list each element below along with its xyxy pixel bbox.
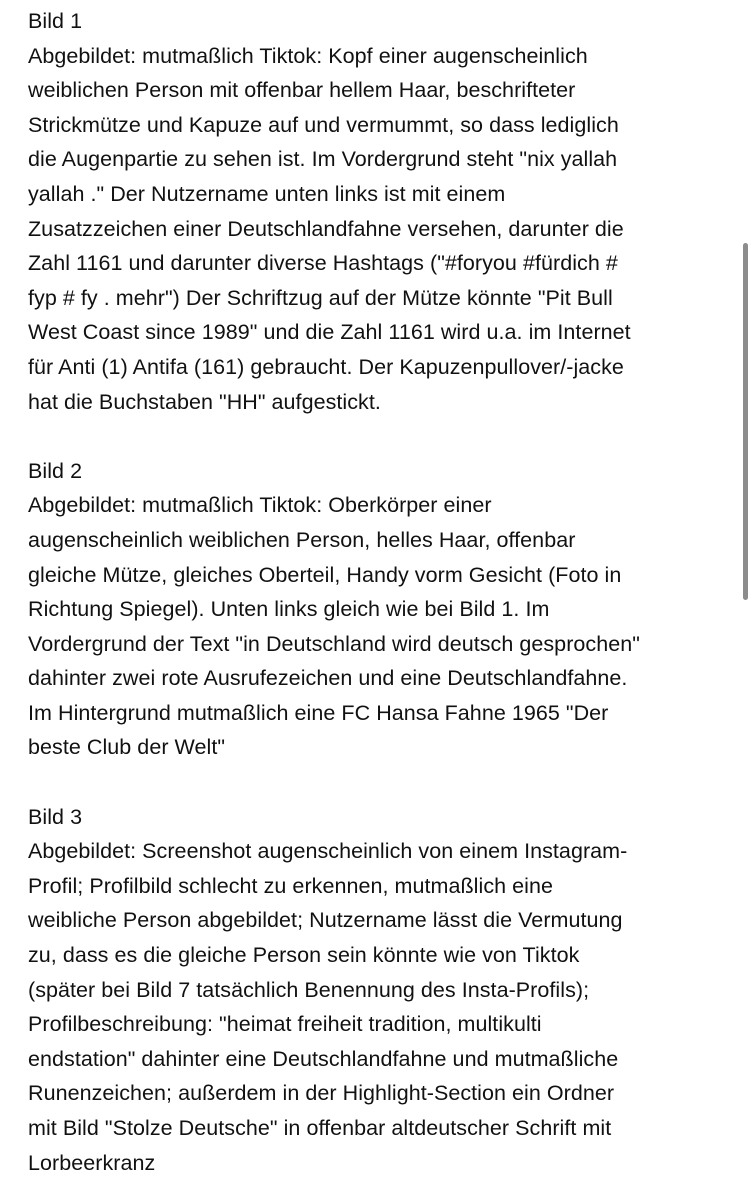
paragraph-line: (später bei Bild 7 tatsächlich Benennung des Insta-Profils); (28, 977, 590, 1002)
paragraph-line: weiblichen Person mit offenbar hellem Haar, beschrifteter (28, 78, 576, 103)
paragraph-line: Abgebildet: mutmaßlich Tiktok: Oberkörper einer (28, 493, 492, 518)
section-heading: Bild 2 (28, 458, 83, 483)
paragraph-line: West Coast since 1989" und die Zahl 1161 wird u.a. im Internet (28, 320, 631, 345)
paragraph-line: gleiche Mütze, gleiches Oberteil, Handy vorm Gesicht (Foto in (28, 562, 622, 587)
paragraph-line: dahinter zwei rote Ausrufezeichen und eine Deutschlandfahne. (28, 666, 628, 691)
paragraph-line: die Augenpartie zu sehen ist. Im Vordergrund steht "nix yallah (28, 147, 618, 172)
paragraph-line: yallah ." Der Nutzername unten links ist mit einem (28, 181, 506, 206)
section-heading: Bild 3 (28, 804, 83, 829)
paragraph-line: Zahl 1161 und darunter diverse Hashtags ("#foryou #fürdich # (28, 251, 618, 276)
paragraph-line: Im Hintergrund mutmaßlich eine FC Hansa Fahne 1965 "Der (28, 700, 609, 725)
paragraph-spacer (28, 765, 740, 800)
section-bild-2 (28, 454, 740, 765)
paragraph-line: beste Club der Welt" (28, 735, 226, 760)
paragraph-line: Vordergrund der Text "in Deutschland wird deutsch gesprochen" (28, 631, 640, 656)
paragraph-line: fyp # fy . mehr") Der Schriftzug auf der Mütze könnte "Pit Bull (28, 285, 613, 310)
section-heading: Bild 1 (28, 9, 83, 33)
paragraph-line: Profilbeschreibung: "heimat freiheit tradition, multikulti (28, 1012, 542, 1037)
paragraph-spacer (28, 419, 740, 454)
paragraph-line: Zusatzzeichen einer Deutschlandfahne versehen, darunter die (28, 216, 624, 241)
paragraph-line: endstation" dahinter eine Deutschlandfahne und mutmaßliche (28, 1046, 619, 1071)
section-bild-1 (28, 4, 740, 419)
paragraph-line: Richtung Spiegel). Unten links gleich wie bei Bild 1. Im (28, 597, 550, 622)
paragraph-line: mit Bild "Stolze Deutsche" in offenbar altdeutscher Schrift mit (28, 1116, 612, 1140)
paragraph-line: für Anti (1) Antifa (161) gebraucht. Der Kapuzenpullover/-jacke (28, 354, 624, 379)
document-body (28, 4, 740, 1180)
section-bild-3 (28, 800, 740, 1181)
paragraph-line: Strickmütze und Kapuze auf und vermummt, so dass lediglich (28, 112, 619, 137)
paragraph-line: weibliche Person abgebildet; Nutzername lässt die Vermutung (28, 908, 623, 933)
paragraph-line: Lorbeerkranz (28, 1150, 156, 1175)
paragraph-line: Profil; Profilbild schlecht zu erkennen, mutmaßlich eine (28, 873, 554, 898)
paragraph-line: hat die Buchstaben "HH" aufgestickt. (28, 389, 381, 414)
paragraph-line: zu, dass es die gleiche Person sein könnte wie von Tiktok (28, 943, 580, 968)
paragraph-line: Runenzeichen; außerdem in der Highlight-Section ein Ordner (28, 1081, 615, 1106)
paragraph-line: Abgebildet: mutmaßlich Tiktok: Kopf einer augenscheinlich (28, 43, 588, 68)
paragraph-line: Abgebildet: Screenshot augenscheinlich von einem Instagram- (28, 839, 628, 864)
paragraph-line: augenscheinlich weiblichen Person, helles Haar, offenbar (28, 527, 576, 552)
vertical-scrollbar[interactable] (743, 243, 748, 600)
